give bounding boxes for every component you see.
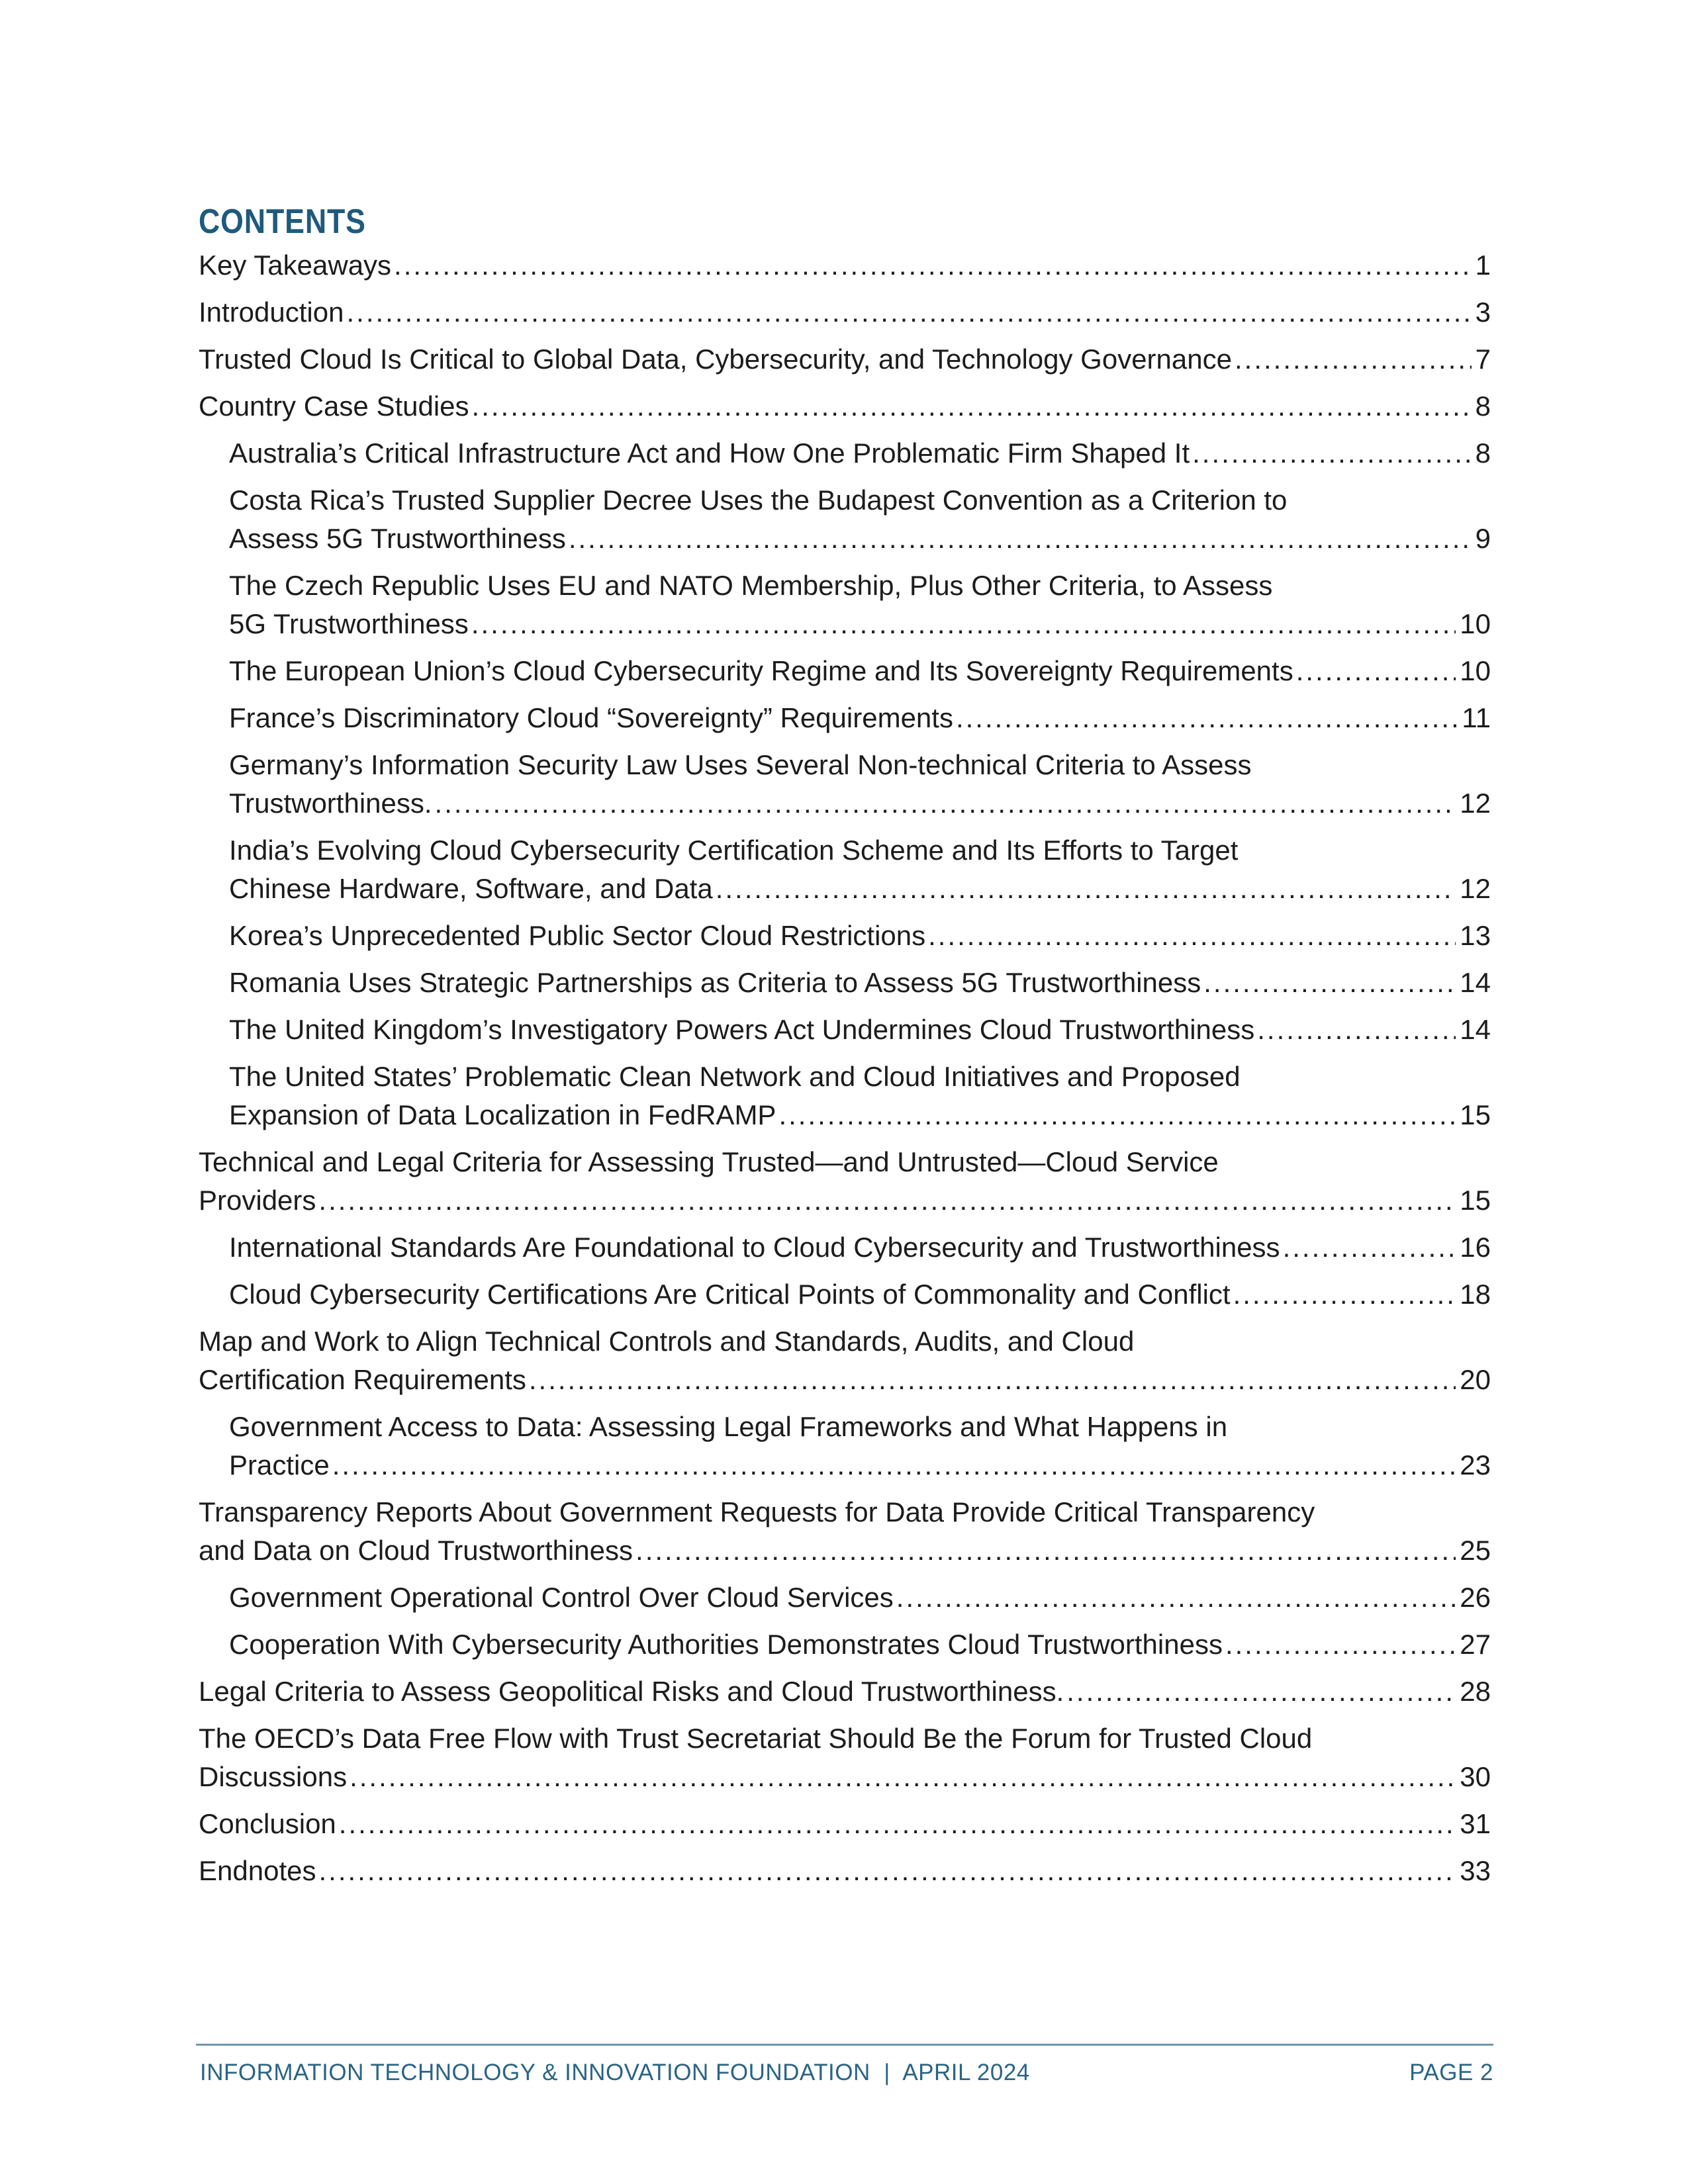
dot-leader: [1192, 434, 1472, 473]
dot-leader: [1235, 340, 1472, 379]
toc-page-number: 13: [1460, 920, 1491, 951]
toc-entry-row: [229, 652, 1491, 690]
toc-entry-title-line: The OECD’s Data Free Flow with Trust Secretariat Should Be the Forum for Trusted Cloud: [199, 1723, 1313, 1754]
toc-entry[interactable]: [199, 387, 1491, 426]
dot-leader: [956, 699, 1458, 737]
dot-leader: [318, 1852, 1456, 1890]
toc-entry-row: [229, 784, 1491, 823]
toc-page-number: 1: [1475, 250, 1491, 281]
toc-entry-title: Chinese Hardware, Software, and Data: [229, 873, 713, 904]
toc-entry-title: Australia’s Critical Infrastructure Act and How One Problematic Firm Shaped It: [229, 437, 1190, 469]
toc-entry-title: France’s Discriminatory Cloud “Sovereignty” Requirements: [229, 702, 953, 733]
toc-entry-row: [199, 1805, 1491, 1843]
toc-entry-title: Country Case Studies: [199, 390, 469, 422]
toc-entry-row: [229, 870, 1491, 908]
toc-page-number: 10: [1460, 655, 1491, 686]
toc-entry-row: [199, 293, 1491, 332]
toc-page-number: 23: [1460, 1449, 1491, 1480]
toc-entry-title: Cloud Cybersecurity Certifications Are Critical Points of Commonality and Conflict: [229, 1279, 1231, 1310]
toc-page-number: 14: [1460, 967, 1491, 998]
dot-leader: [339, 1805, 1456, 1843]
dot-leader: [928, 917, 1456, 955]
dot-leader: [569, 520, 1472, 558]
toc-entry-title: Government Operational Control Over Cloud Services: [229, 1582, 894, 1613]
toc-entry-title: Trusted Cloud Is Critical to Global Data, Cybersecurity, and Technology Governance: [199, 343, 1232, 375]
toc-entry-row: [229, 605, 1491, 643]
toc-page-number: 33: [1460, 1855, 1491, 1886]
toc-entry[interactable]: [199, 1228, 1491, 1267]
toc-page-number: 9: [1475, 523, 1491, 554]
toc-entry-title-line: Costa Rica’s Trusted Supplier Decree Uses the Budapest Convention as a Criterion to: [229, 484, 1288, 516]
dot-leader: [346, 293, 1471, 332]
toc-entry-row: [229, 1228, 1491, 1267]
toc-page-number: 16: [1460, 1232, 1491, 1263]
toc-entry[interactable]: [199, 831, 1491, 908]
toc-entry-title: Korea’s Unprecedented Public Sector Cloud Restrictions: [229, 920, 926, 951]
toc-entry-row: [199, 1531, 1491, 1570]
toc-page-number: 10: [1460, 608, 1491, 639]
toc-entry-title-line: Government Access to Data: Assessing Legal Frameworks and What Happens in: [229, 1411, 1228, 1442]
toc-entry[interactable]: [199, 1143, 1491, 1220]
dot-leader: [896, 1578, 1456, 1617]
page-title: CONTENTS: [199, 203, 366, 241]
dot-leader: [472, 387, 1472, 426]
toc-entry-row: [199, 387, 1491, 426]
footer-page-number: PAGE 2: [1409, 2060, 1493, 2085]
footer-publisher-date: INFORMATION TECHNOLOGY & INNOVATION FOUNDATION | APRIL 2024: [200, 2060, 1030, 2085]
toc-entry-title-line: The United States’ Problematic Clean Network and Cloud Initiatives and Proposed: [229, 1061, 1241, 1092]
toc-entry[interactable]: [199, 1275, 1491, 1314]
toc-entry-title: and Data on Cloud Trustworthiness: [199, 1535, 633, 1566]
toc-page-number: 20: [1460, 1364, 1491, 1395]
dot-leader: [1257, 1011, 1456, 1049]
toc-entry-title: Trustworthiness.: [229, 788, 432, 819]
toc-entry[interactable]: [199, 652, 1491, 690]
toc-entry-row: [229, 1011, 1491, 1049]
toc-entry-row: [199, 1181, 1491, 1220]
toc-page-number: 18: [1460, 1279, 1491, 1310]
dot-leader: [716, 870, 1456, 908]
toc-entry-title: 5G Trustworthiness: [229, 608, 469, 639]
toc-entry-title: The United Kingdom’s Investigatory Powers Act Undermines Cloud Trustworthiness: [229, 1014, 1255, 1045]
toc-entry-row: [229, 1275, 1491, 1314]
dot-leader: [1225, 1625, 1456, 1664]
dot-leader: [778, 1096, 1456, 1134]
footer-rule: [196, 2044, 1493, 2046]
toc-entry-row: [199, 246, 1491, 285]
toc-page-number: 27: [1460, 1629, 1491, 1660]
toc-entry-row: [229, 1446, 1491, 1484]
dot-leader: [529, 1361, 1456, 1399]
toc-entry[interactable]: [199, 699, 1491, 737]
toc-entry-title: Cooperation With Cybersecurity Authorities Demonstrates Cloud Trustworthiness: [229, 1629, 1223, 1660]
toc-entry-title: Assess 5G Trustworthiness: [229, 523, 566, 554]
toc-entry[interactable]: [199, 1408, 1491, 1484]
toc-entry[interactable]: [199, 1578, 1491, 1617]
toc-entry-row: [199, 1672, 1491, 1711]
toc-entry-title: Conclusion: [199, 1808, 336, 1839]
toc-entry-title: Providers: [199, 1185, 316, 1216]
toc-page-number: 12: [1460, 873, 1491, 904]
toc-entry[interactable]: [199, 340, 1491, 379]
dot-leader: [332, 1446, 1456, 1484]
toc-entry[interactable]: [199, 1011, 1491, 1049]
toc-page-number: 15: [1460, 1185, 1491, 1216]
toc-entry-row: [229, 964, 1491, 1002]
toc-entry[interactable]: [199, 293, 1491, 332]
toc-entry-title: Legal Criteria to Assess Geopolitical Risks and Cloud Trustworthiness.: [199, 1676, 1064, 1707]
toc-page-number: 12: [1460, 788, 1491, 819]
toc-entry-title-line: Transparency Reports About Government Requests for Data Provide Critical Transparency: [199, 1496, 1315, 1527]
dot-leader: [1283, 1228, 1456, 1267]
toc-entry[interactable]: [199, 1058, 1491, 1134]
toc-page-number: 28: [1460, 1676, 1491, 1707]
toc-page-number: 14: [1460, 1014, 1491, 1045]
toc-entry-title-line: The Czech Republic Uses EU and NATO Membership, Plus Other Criteria, to Assess: [229, 570, 1273, 601]
toc-entry[interactable]: [199, 434, 1491, 473]
toc-page-number: 15: [1460, 1099, 1491, 1130]
toc-page-number: 8: [1475, 437, 1491, 469]
toc-entry-row: [229, 434, 1491, 473]
toc-entry[interactable]: [199, 964, 1491, 1002]
toc-entry-title-line: Germany’s Information Security Law Uses Several Non-technical Criteria to Assess: [229, 749, 1252, 780]
toc-page-number: 31: [1460, 1808, 1491, 1839]
dot-leader: [1233, 1275, 1456, 1314]
toc-entry[interactable]: [199, 1322, 1491, 1399]
toc-page-number: 7: [1475, 343, 1491, 375]
dot-leader: [635, 1531, 1456, 1570]
toc-entry[interactable]: [199, 1805, 1491, 1843]
dot-leader: [435, 784, 1456, 823]
toc-entry-row: [229, 917, 1491, 955]
toc-entry-row: [199, 1361, 1491, 1399]
dot-leader: [1203, 964, 1456, 1002]
toc-entry-row: [229, 699, 1491, 737]
toc-entry-title: Key Takeaways: [199, 250, 392, 281]
toc-entry-row: [229, 1625, 1491, 1664]
toc-entry-title: Certification Requirements: [199, 1364, 526, 1395]
toc-page-number: 25: [1460, 1535, 1491, 1566]
toc-entry-title: Expansion of Data Localization in FedRAMP: [229, 1099, 776, 1130]
dot-leader: [1066, 1672, 1456, 1711]
toc-entry[interactable]: [199, 481, 1491, 558]
toc-entry[interactable]: [199, 1852, 1491, 1890]
toc-entry[interactable]: [199, 1672, 1491, 1711]
toc-page-number: 3: [1475, 296, 1491, 328]
dot-leader: [1296, 652, 1456, 690]
toc-page-number: 26: [1460, 1582, 1491, 1613]
dot-leader: [394, 246, 1472, 285]
toc-entry-title: International Standards Are Foundational to Cloud Cybersecurity and Trustworthiness: [229, 1232, 1280, 1263]
toc-entry-title: Endnotes: [199, 1855, 316, 1886]
toc-entry-row: [229, 1578, 1491, 1617]
toc-entry-title: Romania Uses Strategic Partnerships as Criteria to Assess 5G Trustworthiness: [229, 967, 1201, 998]
toc-entry[interactable]: [199, 246, 1491, 285]
dot-leader: [471, 605, 1456, 643]
toc-entry[interactable]: [199, 917, 1491, 955]
toc-entry-title: Introduction: [199, 296, 344, 328]
toc-entry-title-line: Technical and Legal Criteria for Assessing Trusted—and Untrusted—Cloud Service: [199, 1146, 1219, 1177]
dot-leader: [318, 1181, 1456, 1220]
toc-entry[interactable]: [199, 567, 1491, 643]
toc-entry-row: [199, 340, 1491, 379]
toc-entry-row: [229, 520, 1491, 558]
toc-entry-title: Practice: [229, 1449, 330, 1480]
toc-page-number: 30: [1460, 1761, 1491, 1792]
toc-entry-title: Discussions: [199, 1761, 348, 1792]
toc-entry-title-line: India’s Evolving Cloud Cybersecurity Certification Scheme and Its Efforts to Target: [229, 835, 1239, 866]
toc-entry-row: [199, 1758, 1491, 1796]
table-of-contents: [199, 246, 1491, 1899]
toc-entry-row: [229, 1096, 1491, 1134]
toc-entry-row: [199, 1852, 1491, 1890]
toc-entry[interactable]: [199, 1493, 1491, 1570]
toc-page-number: 11: [1462, 702, 1491, 733]
toc-page-number: 8: [1475, 390, 1491, 422]
toc-entry-title-line: Map and Work to Align Technical Controls and Standards, Audits, and Cloud: [199, 1326, 1135, 1357]
toc-entry[interactable]: [199, 1719, 1491, 1796]
dot-leader: [350, 1758, 1456, 1796]
toc-entry[interactable]: [199, 1625, 1491, 1664]
toc-entry-title: The European Union’s Cloud Cybersecurity Regime and Its Sovereignty Requirements: [229, 655, 1293, 686]
toc-entry[interactable]: [199, 746, 1491, 823]
